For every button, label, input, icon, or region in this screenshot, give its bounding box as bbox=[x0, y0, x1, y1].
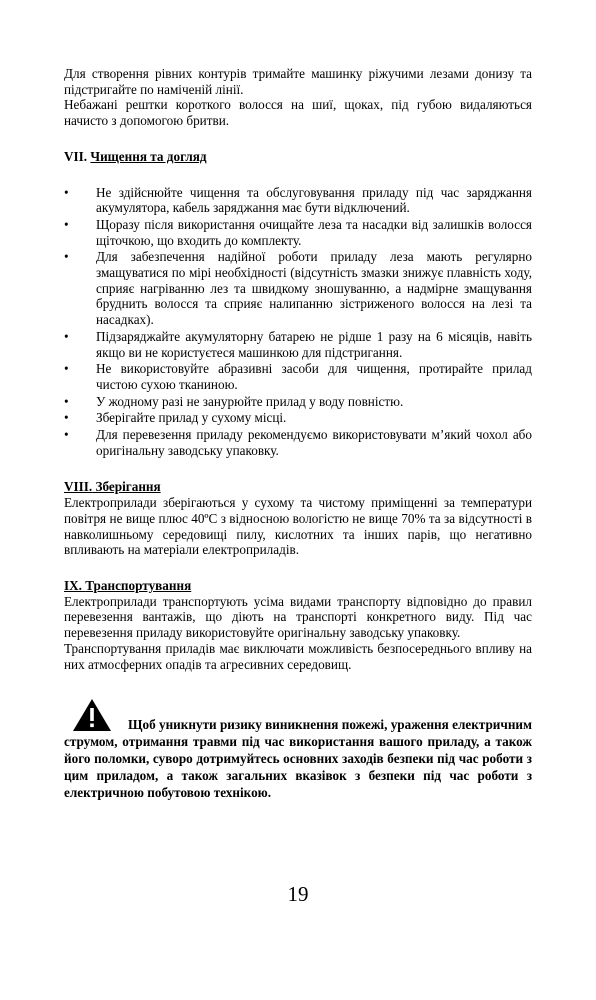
transport-paragraph-2: Транспортування приладів має виключати можливість безпосереднього впливу на них атмосферних опадів та агресивних середовищ. bbox=[64, 640, 532, 672]
list-item-text: У жодному разі не занурюйте прилад у воду повністю. bbox=[96, 393, 404, 409]
list-item bbox=[64, 361, 532, 392]
bullet-mark: • bbox=[64, 361, 69, 377]
bullet-mark: • bbox=[64, 184, 69, 200]
page-content bbox=[64, 66, 532, 801]
bullet-mark: • bbox=[64, 328, 69, 344]
section-7-title: Чищення та догляд bbox=[90, 148, 207, 164]
page-number: 19 bbox=[287, 882, 309, 906]
list-item-text: Зберігайте прилад у сухому місці. bbox=[96, 410, 287, 426]
transport-paragraph-1: Електроприлади транспортують усіма видами транспорту відповідно до правил перевезення вантажів, що діють на транспорті конкретного виду. Під час перевезення приладу використовуйте оригінальну заводську упаковку. bbox=[64, 593, 532, 641]
warning-text: Щоб уникнути ризику виникнення пожежі, ураження електричним струмом, отримання травми під час використання вашого приладу, а також його поломки, суворо дотримуйтесь основних заходів безпеки під час роботи з цим приладом, а також загальних вказівок з безпеки під час роботи з електричною побутовою технікою. bbox=[64, 717, 532, 801]
cleaning-list bbox=[64, 185, 532, 459]
bullet-mark: • bbox=[64, 393, 69, 409]
list-item-text: Для перевезення приладу рекомендуємо використовувати м’який чохол або оригінальну заводську упаковку. bbox=[96, 427, 532, 458]
section-7-number: VII. bbox=[64, 148, 88, 164]
intro-paragraph-2: Небажані рештки короткого волосся на шиї, щоках, під губою видаляються начисто з допомогою бритви. bbox=[64, 97, 532, 129]
list-item bbox=[64, 185, 532, 216]
storage-paragraph: Електроприлади зберігаються у сухому та чистому приміщенні за температури повітря не вище плюс 40ºС з відносною вологістю не вище 70% та за відсутності в навколишньому середовищі пилу, кислотних та інших парів, що негативно впливають на матеріали електроприладів. bbox=[64, 495, 532, 558]
list-item bbox=[64, 329, 532, 360]
list-item bbox=[64, 394, 532, 410]
section-8-number: VIII. bbox=[64, 479, 93, 495]
section-9-title: Транспортування bbox=[85, 577, 192, 593]
list-item-text: Не використовуйте абразивні засоби для чищення, протирайте прилад чистою сухою тканиною. bbox=[96, 361, 532, 392]
list-item-text: Не здійснюйте чищення та обслуговування приладу під час заряджання акумулятора, кабель заряджання має бути відключений. bbox=[96, 184, 532, 216]
list-item-text: Щоразу після використання очищайте леза та насадки від залишків волосся щіточкою, що входить до комплекту. bbox=[96, 216, 532, 248]
intro-paragraph-1: Для створення рівних контурів тримайте машинку ріжучими лезами донизу та підстригайте по наміченій лінії. bbox=[64, 66, 532, 97]
bullet-mark: • bbox=[64, 216, 69, 232]
safety-warning bbox=[64, 698, 532, 801]
list-item bbox=[64, 249, 532, 328]
list-item-text: Підзаряджайте акумуляторну батарею не рідше 1 разу на 6 місяців, навіть якщо ви не користуєтеся машинкою для підстригання. bbox=[96, 328, 532, 360]
section-9-number: IX. bbox=[64, 577, 82, 593]
list-item bbox=[64, 410, 532, 426]
list-item bbox=[64, 217, 532, 248]
bullet-mark: • bbox=[64, 249, 69, 265]
bullet-mark: • bbox=[64, 427, 69, 443]
warning-triangle-icon bbox=[72, 698, 112, 732]
section-7-heading bbox=[64, 149, 532, 165]
list-item-text: Для забезпечення надійної роботи приладу леза мають регулярно змащуватися по мірі необхідності (відсутність змазки знижує плавність ходу, сприяє нагріванню лез та швидкому зношуванню, а надмірне змащування бруднить волосся та сприяє налипанню зістриженого волосся на лезі та насадках). bbox=[96, 249, 532, 328]
section-8-heading bbox=[64, 479, 532, 495]
list-item bbox=[64, 427, 532, 458]
section-9-heading bbox=[64, 578, 532, 594]
bullet-mark: • bbox=[64, 410, 69, 426]
section-8-title: Зберігання bbox=[95, 479, 161, 495]
